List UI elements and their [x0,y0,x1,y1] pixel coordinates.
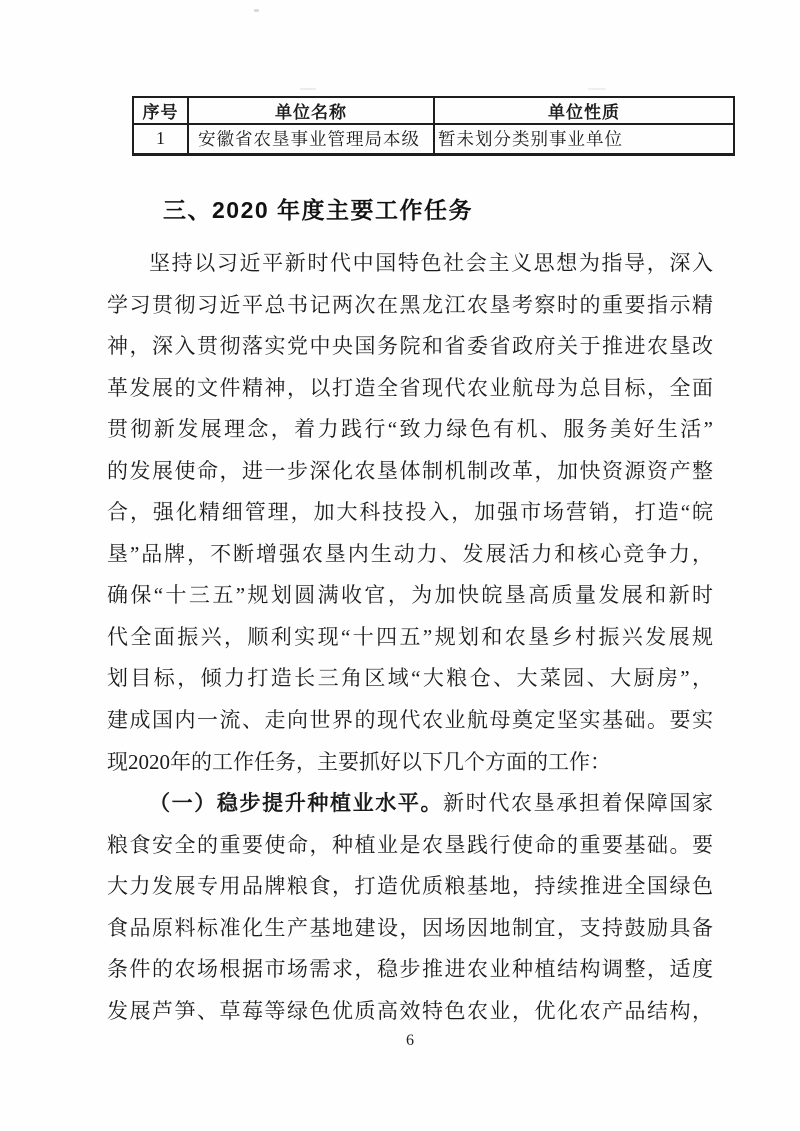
body-line: 贯彻新发展理念，着力践行“致力绿色有机、服务美好生活” [107,417,713,442]
body-line: 划目标，倾力打造长三角区域“大粮仓、大菜园、大厨房”， [107,666,713,691]
table-cell-no: 1 [133,124,188,154]
body-line: 代全面振兴，顺利实现“十四五”规划和农垦乡村振兴发展规 [107,624,713,649]
table-header-no: 序号 [133,97,188,124]
body-line: 垦”品牌，不断增强农垦内生动力、发展活力和核心竞争力， [107,541,713,566]
page-number: 6 [406,1032,414,1049]
body-line: 革发展的文件精神，以打造全省现代农业航母为总目标，全面 [107,375,713,400]
subsection-lead-rest: 新时代农垦承担着保障国家 [443,791,713,816]
section-heading: 三、2020 年度主要工作任务 [163,197,474,223]
table-cell-name: 安徽省农垦事业管理局本级 [188,124,434,154]
scan-artifact [254,9,259,12]
body-text [107,243,713,1032]
table-cell-type: 暂未划分类别事业单位 [434,124,734,154]
table-header-name: 单位名称 [188,97,434,124]
body-line: 食品原料标准化生产基地建设，因场因地制宜，支持鼓励具备 [107,915,713,940]
body-line [107,783,713,825]
body-line: 学习贯彻习近平总书记两次在黑龙江农垦考察时的重要指示精 [107,292,713,317]
body-line: 现2020年的工作任务，主要抓好以下几个方面的工作： [107,749,611,774]
body-line: 的发展使命，进一步深化农垦体制机制改革，加快资源资产整 [107,458,713,483]
body-line: 坚持以习近平新时代中国特色社会主义思想为指导，深入 [149,251,713,275]
body-line: 条件的农场根据市场需求，稳步推进农业种植结构调整，适度 [107,957,713,982]
body-line: 粮食安全的重要使命，种植业是农垦践行使命的重要基础。要 [107,832,713,857]
table-row [133,124,734,154]
body-line: 神，深入贯彻落实党中央国务院和省委省政府关于推进农垦改 [107,334,713,359]
subsection-lead: （一）稳步提升种植业水平。 [149,791,444,816]
table-header-row [133,97,734,124]
table-header-type: 单位性质 [434,97,734,124]
units-table [132,96,735,156]
body-line: 发展芦笋、草莓等绿色优质高效特色农业，优化农产品结构， [107,998,713,1023]
scan-artifact [588,88,606,90]
scan-artifact [300,88,316,90]
body-line: 确保“十三五”规划圆满收官，为加快皖垦高质量发展和新时 [107,583,713,608]
body-line: 大力发展专用品牌粮食，打造优质粮基地，持续推进全国绿色 [107,874,713,899]
body-line: 建成国内一流、走向世界的现代农业航母奠定坚实基础。要实 [107,708,713,733]
body-line: 合，强化精细管理，加大科技投入，加强市场营销，打造“皖 [107,500,713,525]
